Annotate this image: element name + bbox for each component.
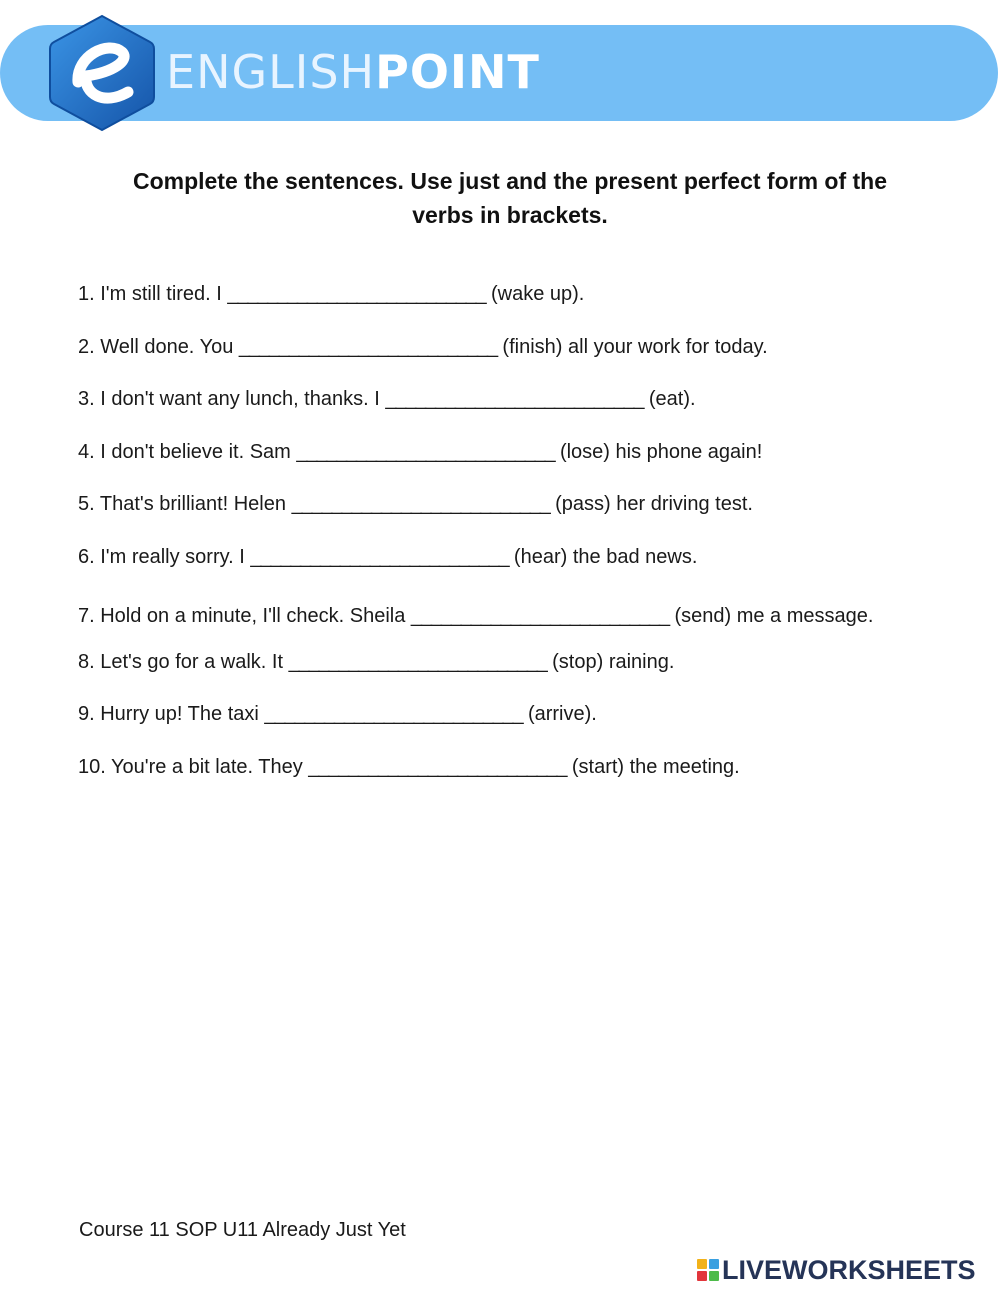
exercise-text: 8. Let's go for a walk. It	[78, 650, 289, 673]
answer-blank[interactable]: __________________________	[288, 650, 547, 673]
exercise-text: (start) the meeting.	[566, 755, 740, 778]
brand-name	[166, 46, 540, 98]
answer-blank[interactable]: __________________________	[385, 388, 644, 410]
exercise-text: 4. I don't believe it. Sam	[78, 440, 297, 463]
exercise-item	[78, 380, 923, 433]
liveworksheets-wordmark: LIVEWORKSHEETS	[722, 1255, 976, 1285]
exercise-text: (pass) her driving test.	[549, 493, 753, 515]
answer-blank[interactable]: __________________________	[264, 703, 523, 725]
exercise-text: (wake up).	[485, 283, 585, 305]
instructions-line-1: Complete the sentences. Use just and the present perfect form of the	[132, 168, 888, 194]
exercise-text: 10. You're a bit late. They	[78, 755, 309, 778]
instructions	[40, 164, 980, 232]
exercise-text: 3. I don't want any lunch, thanks. I	[78, 388, 386, 410]
exercise-item	[78, 433, 923, 486]
exercise-text: (lose) his phone again!	[554, 440, 763, 463]
answer-blank[interactable]: __________________________	[410, 605, 669, 627]
answer-blank[interactable]: __________________________	[250, 545, 509, 568]
exercise-text: 1. I'm still tired. I	[78, 283, 228, 305]
brand-name-light: ENGLISH	[166, 45, 376, 99]
exercise-text: (finish) all your work for today.	[496, 335, 768, 358]
exercise-item	[78, 485, 923, 538]
exercise-text: (stop) raining.	[546, 650, 675, 673]
exercise-text: (arrive).	[522, 703, 597, 725]
exercise-item	[78, 328, 923, 381]
exercise-item	[78, 643, 923, 696]
exercise-text: (hear) the bad news.	[508, 545, 698, 568]
course-label: Course 11 SOP U11 Already Just Yet	[79, 1219, 406, 1241]
exercise-text: 5. That's brilliant! Helen	[78, 493, 292, 515]
liveworksheets-blocks-icon	[697, 1259, 719, 1281]
exercise-item	[78, 538, 923, 591]
answer-blank[interactable]: __________________________	[291, 493, 550, 515]
exercise-text: 9. Hurry up! The taxi	[78, 703, 265, 725]
exercise-item	[78, 275, 923, 328]
exercise-text: 2. Well done. You	[78, 335, 239, 358]
exercise-text: 6. I'm really sorry. I	[78, 545, 251, 568]
exercise-item	[78, 590, 923, 643]
exercise-list	[78, 275, 923, 800]
answer-blank[interactable]: __________________________	[296, 440, 555, 463]
exercise-item	[78, 695, 923, 748]
exercise-text: (eat).	[643, 388, 696, 410]
exercise-text: 7. Hold on a minute, I'll check. Sheila	[78, 605, 411, 627]
exercise-item	[78, 748, 923, 801]
englishpoint-logo-icon	[48, 14, 156, 132]
answer-blank[interactable]: __________________________	[238, 335, 497, 358]
brand-name-bold: POINT	[375, 45, 540, 99]
answer-blank[interactable]: __________________________	[308, 755, 567, 778]
instructions-line-2: verbs in brackets.	[412, 202, 608, 228]
answer-blank[interactable]: __________________________	[227, 283, 486, 305]
exercise-text: (send) me a message.	[668, 605, 874, 627]
liveworksheets-logo[interactable]	[697, 1254, 976, 1286]
